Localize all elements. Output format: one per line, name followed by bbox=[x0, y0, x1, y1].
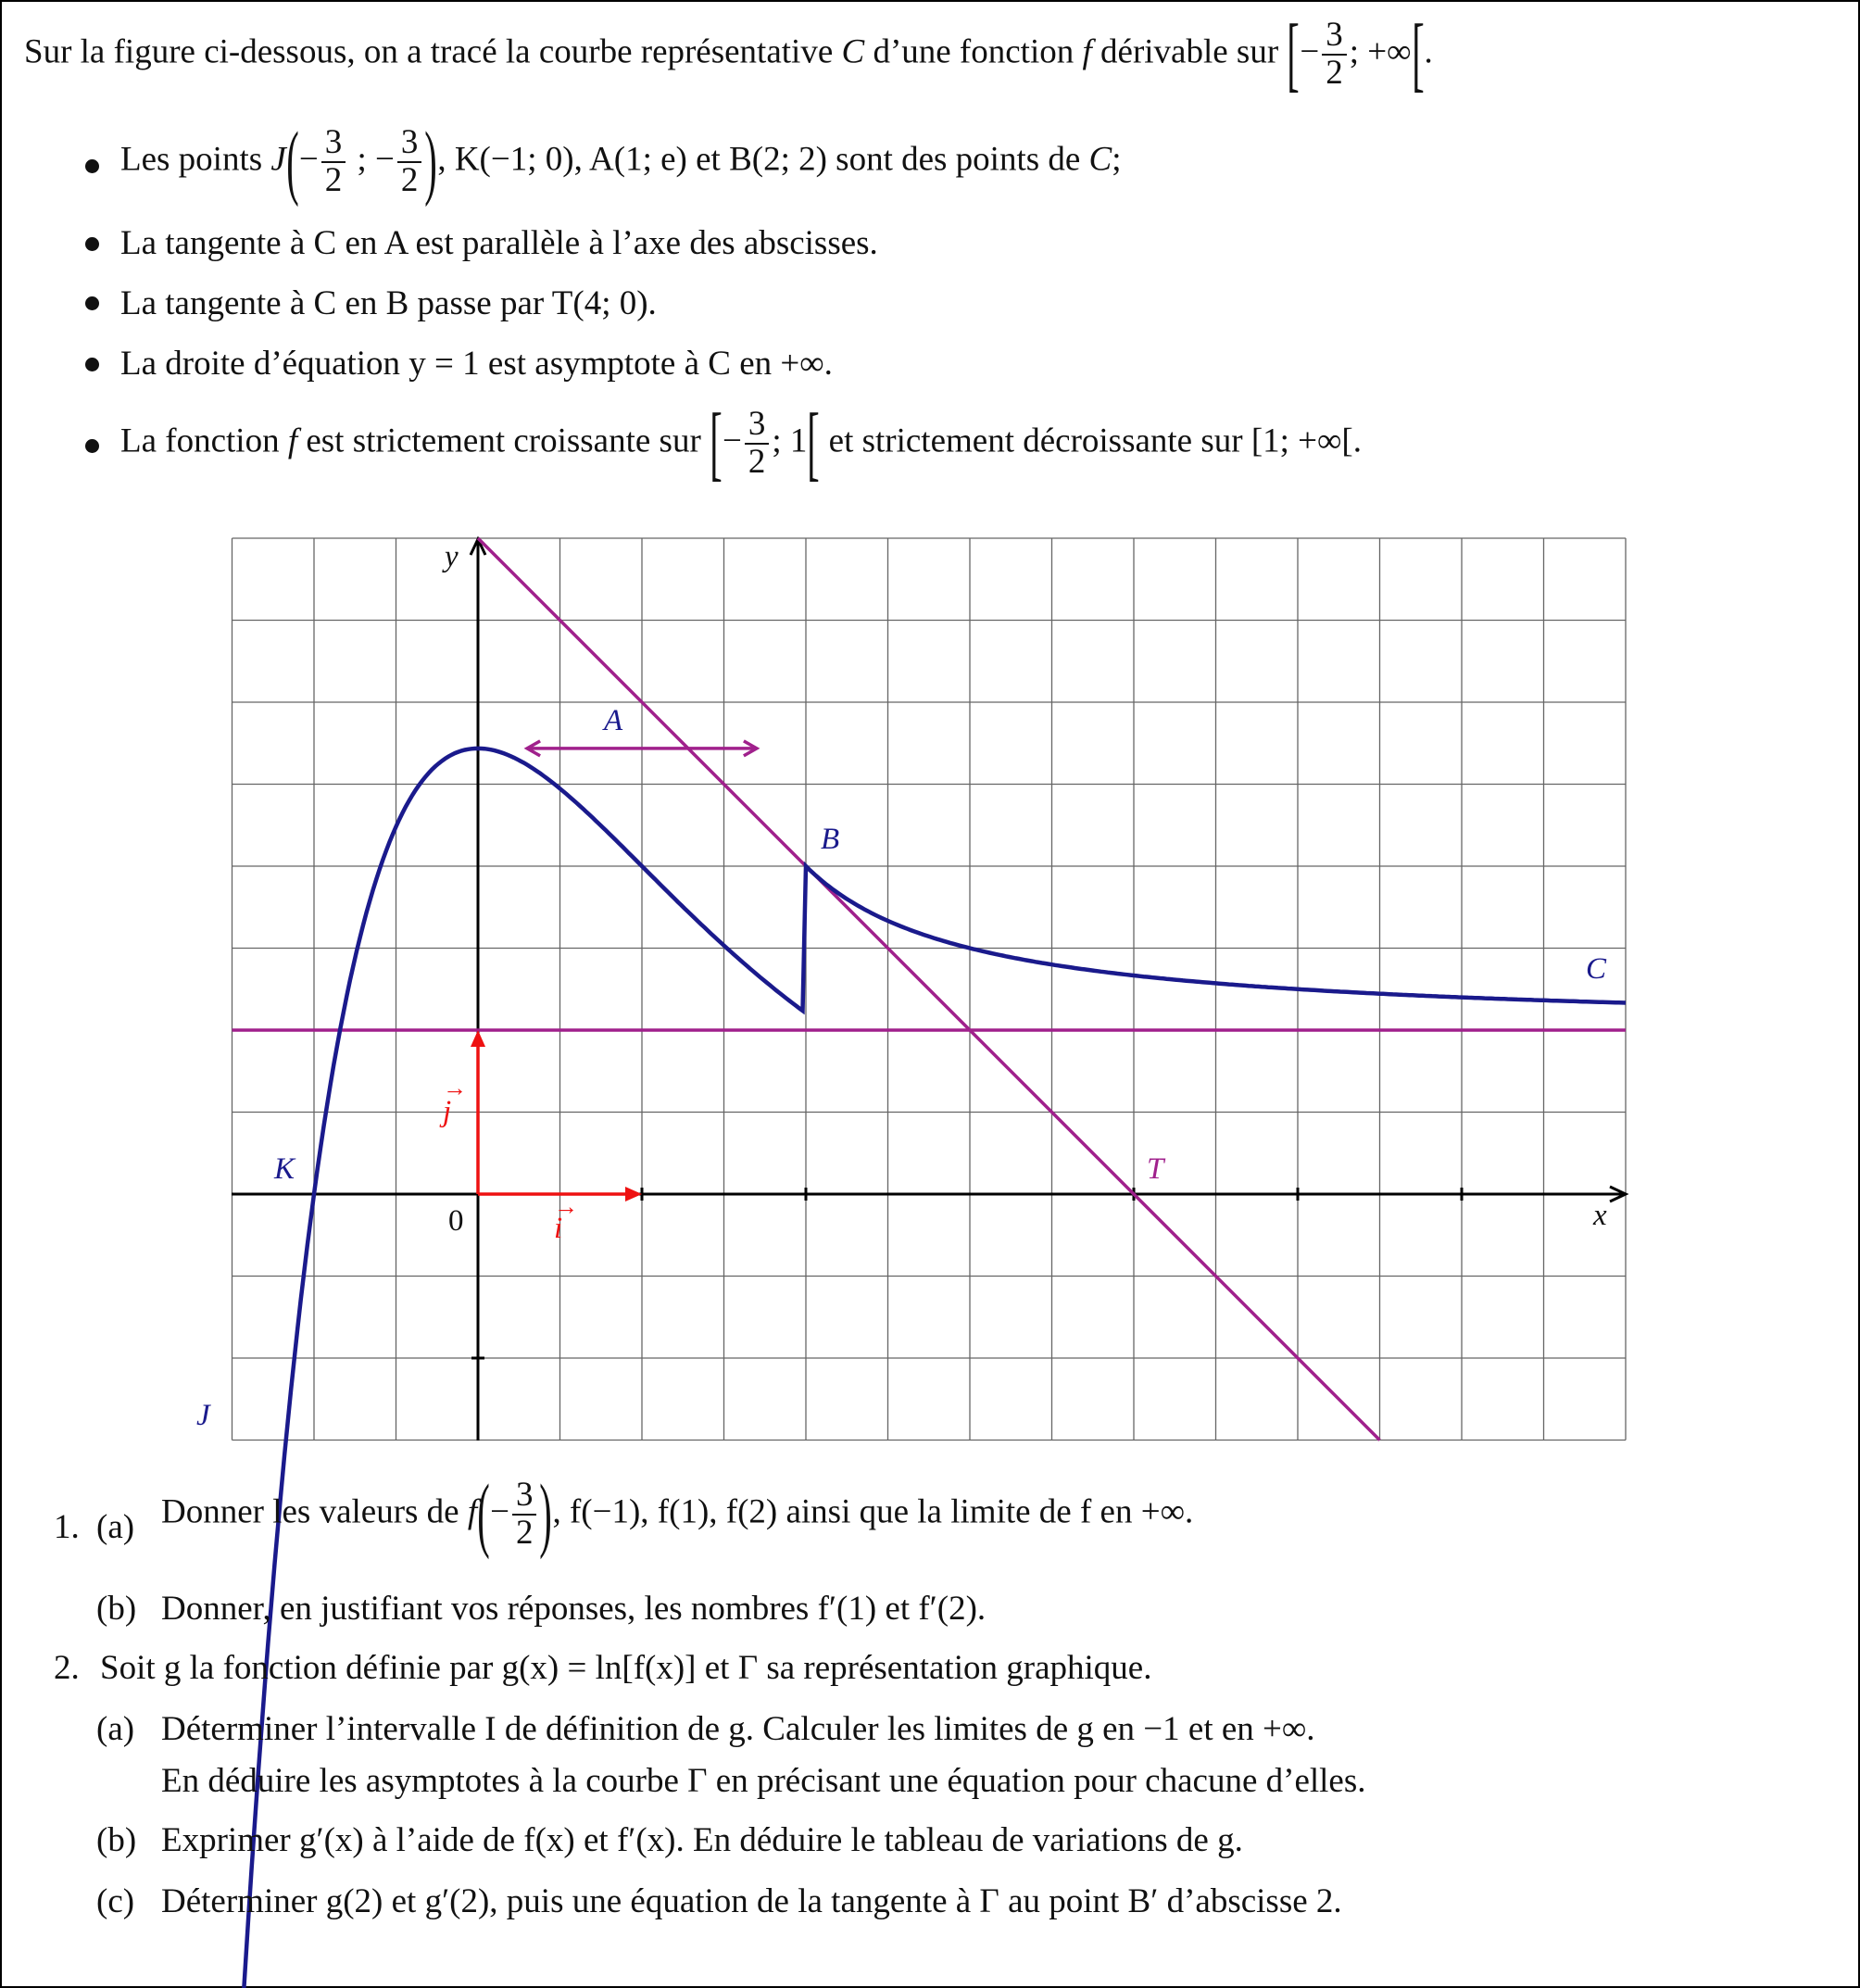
bullet-1-sign-b: − bbox=[374, 140, 395, 179]
q2-text: Soit g la fonction définie par g(x) = ln[f(x)] et Γ sa représentation graphique. bbox=[100, 1649, 1152, 1687]
intro-bracket-open: [ bbox=[1287, 8, 1301, 100]
q2a-tag: (a) bbox=[96, 1710, 135, 1748]
bullet-1-p2: , K(−1; 0), A(1; e) et B(2; 2) sont des points de bbox=[437, 140, 1081, 179]
label-vector-i-arrow: → bbox=[554, 1193, 578, 1220]
bullet-5-rest: ; 1 bbox=[772, 422, 808, 460]
bullet-3: La tangente à C en B passe par T(4; 0). bbox=[120, 284, 657, 322]
bullet-1-frac-a-num: 3 bbox=[324, 123, 343, 162]
bullet-1-frac-b-den: 2 bbox=[397, 161, 422, 199]
label-vector-i bbox=[554, 1193, 578, 1245]
bullet-2: La tangente à C en A est parallèle à l’axe des abscisses. bbox=[120, 224, 878, 262]
label-point-a: A bbox=[604, 704, 623, 737]
bullet-1-p1: Les points bbox=[120, 140, 263, 179]
q2-number: 2. bbox=[54, 1649, 80, 1687]
intro-before: Sur la figure ci-dessous, on a tracé la courbe représentative bbox=[24, 32, 834, 71]
bullet-1-c: C bbox=[1088, 140, 1112, 179]
intro-frac-den: 2 bbox=[1322, 54, 1347, 92]
q1a-f: f bbox=[467, 1492, 478, 1531]
q1b-text: Donner, en justifiant vos réponses, les nombres f′(1) et f′(2). bbox=[161, 1590, 987, 1628]
q2c-tag: (c) bbox=[96, 1882, 135, 1920]
label-vector-j bbox=[443, 1075, 467, 1128]
bullet-5-frac-num: 3 bbox=[748, 405, 766, 444]
axis-ticks bbox=[471, 1188, 1462, 1358]
bullet-5-bracket-close: [ bbox=[807, 397, 821, 489]
q1a-frac-den: 2 bbox=[512, 1514, 537, 1552]
q2c-text: Déterminer g(2) et g′(2), puis une équation de la tangente à Γ au point B′ d’abscisse 2. bbox=[161, 1882, 1342, 1920]
q1b-tag: (b) bbox=[96, 1590, 137, 1628]
bullet-5-p2: est strictement croissante sur bbox=[306, 422, 701, 460]
q1a-p2: , f(−1), f(1), f(2) ainsi que la limite de f en +∞. bbox=[552, 1492, 1194, 1531]
bullet-5-frac-den: 2 bbox=[745, 443, 770, 481]
label-x-axis: x bbox=[1593, 1199, 1607, 1232]
q1a-text bbox=[161, 1468, 1194, 1560]
intro-middle: d’une fonction bbox=[873, 32, 1075, 71]
bullet-1-paren-close: ) bbox=[424, 116, 438, 208]
q2b-text: Exprimer g′(x) à l’aide de f(x) et f′(x). En déduire le tableau de variations de g. bbox=[161, 1821, 1243, 1859]
label-point-b: B bbox=[821, 823, 840, 856]
q2b-tag: (b) bbox=[96, 1821, 137, 1859]
bullet-1-sep: ; bbox=[357, 140, 367, 179]
bullet-5-p1: La fonction bbox=[120, 422, 280, 460]
bullet-1-paren-open: ( bbox=[286, 116, 299, 208]
intro-func-name: f bbox=[1082, 32, 1092, 71]
q1a-sign: − bbox=[490, 1492, 509, 1531]
label-point-k: K bbox=[274, 1152, 295, 1186]
q2a-line2: En déduire les asymptotes à la courbe Γ en précisant une équation pour chacune d’elles. bbox=[161, 1762, 1366, 1800]
intro-end: . bbox=[1424, 32, 1433, 71]
q1a-frac-num: 3 bbox=[515, 1476, 534, 1515]
unit-vectors bbox=[471, 1030, 642, 1202]
bullet-4: La droite d’équation y = 1 est asymptote à C en +∞. bbox=[120, 345, 833, 383]
q1a-paren-open: ( bbox=[477, 1468, 490, 1560]
bullet-5-sign: − bbox=[723, 422, 742, 460]
bullet-1-frac-b-num: 3 bbox=[400, 123, 419, 162]
label-y-axis: y bbox=[445, 540, 459, 573]
label-vector-j-text: j bbox=[443, 1095, 452, 1128]
bullet-1-end: ; bbox=[1112, 140, 1122, 179]
intro-curve-name: C bbox=[841, 32, 865, 71]
intro-rest: ; +∞ bbox=[1349, 32, 1412, 71]
label-vector-j-arrow: → bbox=[443, 1075, 467, 1101]
bullet-5-f: f bbox=[287, 422, 298, 460]
label-vector-i-text: i bbox=[554, 1212, 563, 1245]
vector-j-head bbox=[471, 1030, 485, 1047]
tangent-at-b bbox=[478, 538, 1380, 1441]
intro-after: dérivable sur bbox=[1100, 32, 1279, 71]
label-origin: 0 bbox=[448, 1204, 464, 1238]
vector-i-head bbox=[625, 1187, 642, 1202]
bullet-1-j: J bbox=[270, 140, 286, 179]
curve-c bbox=[232, 749, 1627, 1988]
q1a-tag: (a) bbox=[96, 1508, 135, 1546]
intro-frac-num: 3 bbox=[1326, 16, 1343, 55]
intro-bracket-close: [ bbox=[1411, 8, 1425, 100]
q1a-p1: Donner les valeurs de bbox=[161, 1492, 459, 1531]
bullet-5-bracket-open: [ bbox=[710, 397, 723, 489]
label-curve-c: C bbox=[1586, 952, 1607, 986]
bullet-5-p3: et strictement décroissante sur [1; +∞[. bbox=[828, 422, 1362, 460]
bullet-1-frac-a-den: 2 bbox=[321, 161, 346, 199]
bullet-1-sign-a: − bbox=[298, 140, 319, 179]
q1-number: 1. bbox=[54, 1508, 80, 1546]
q2a-line1: Déterminer l’intervalle I de définition de g. Calculer les limites de g en −1 et en +∞. bbox=[161, 1710, 1315, 1748]
label-point-j: J bbox=[196, 1399, 210, 1432]
intro-sign: − bbox=[1300, 32, 1320, 71]
q1a-paren-close: ) bbox=[539, 1468, 553, 1560]
q1a-frac bbox=[512, 1478, 537, 1552]
label-point-t: T bbox=[1147, 1152, 1164, 1186]
